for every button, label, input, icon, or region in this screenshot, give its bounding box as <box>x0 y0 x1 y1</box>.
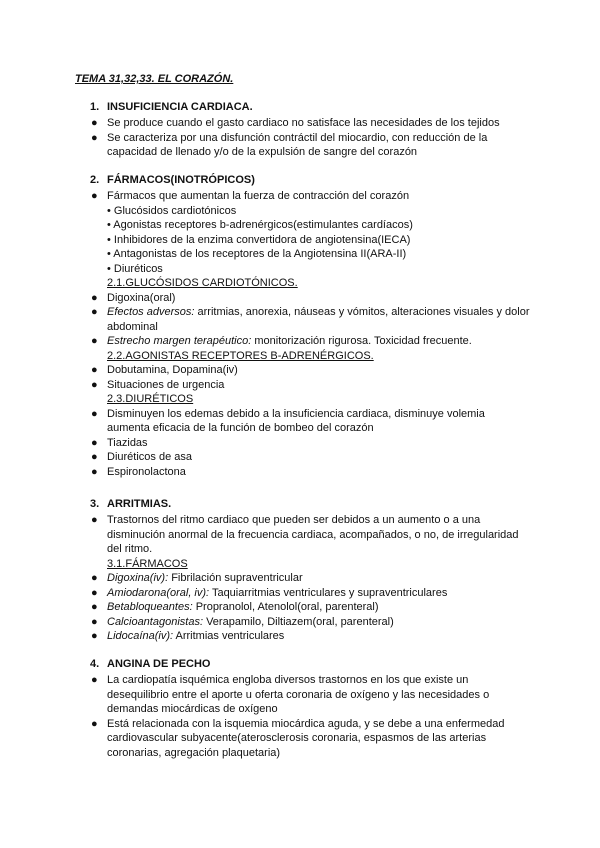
bullet-icon: ● <box>91 131 98 144</box>
subsection-heading-diureticos: 2.3.DIURÉTICOS <box>107 393 194 405</box>
bullet-icon: ● <box>91 572 98 584</box>
list-item: ● Tiazidas <box>91 436 148 449</box>
bullet-icon: ● <box>91 378 98 391</box>
bullet-icon: ● <box>91 335 98 347</box>
list-item: ● Se produce cuando el gasto cardiaco no satisface las necesidades de los tejidos <box>91 117 500 129</box>
section-heading <box>0 657 600 673</box>
section-number: 3. <box>90 498 100 510</box>
list-item: ● Espironolactona <box>91 465 186 478</box>
drug-class-item: • Agonistas receptores b-adrenérgicos(estimulantes cardíacos) <box>107 219 413 231</box>
subsection-heading-glucosidos: 2.1.GLUCÓSIDOS CARDIOTÓNICOS. <box>107 277 298 289</box>
bullet-icon: ● <box>91 306 98 318</box>
drug-class-item: • Antagonistas de los receptores de la Angiotensina II(ARA-II) <box>107 248 407 260</box>
bullet-icon: ● <box>91 615 98 628</box>
list-item: ● Amiodarona(oral, iv): Taquiarritmias ventriculares y supraventriculares <box>91 586 448 599</box>
section-arritmias <box>0 497 600 644</box>
list-item: ● La cardiopatía isquémica engloba diversos trastornos en los que existe un desequilibrio entre el aporte u oferta coronaria de oxígeno y las necesidades o demandas miocárdicas de oxígeno <box>91 674 490 715</box>
subsection-heading-farmacos: 3.1.FÁRMACOS <box>107 557 188 570</box>
list-item: ● Digoxina(iv): Fibrilación supraventricular <box>91 572 303 584</box>
list-item: ● Calcioantagonistas: Verapamilo, Diltiazem(oral, parenteral) <box>91 615 394 628</box>
drug-class-item: • Inhibidores de la enzima convertidora de angiotensina(IECA) <box>107 233 411 246</box>
list-item: ● Lidocaína(iv): Arritmias ventriculares <box>91 630 285 642</box>
drug-class-item: • Glucósidos cardiotónicos <box>107 204 237 217</box>
section-number: 1. <box>90 101 100 113</box>
bullet-icon: ● <box>91 717 98 730</box>
bullet-icon: ● <box>91 117 98 129</box>
list-item: ● Fármacos que aumentan la fuerza de contracción del corazón <box>91 190 410 202</box>
section-title: ARRITMIAS. <box>107 498 172 510</box>
section-title: INSUFICIENCIA CARDIACA. <box>107 101 253 113</box>
subsection-heading-agonistas: 2.2.AGONISTAS RECEPTORES B-ADRENÉRGICOS. <box>107 349 374 362</box>
bullet-icon: ● <box>91 601 98 613</box>
bullet-icon: ● <box>91 465 98 478</box>
list-item: ● Situaciones de urgencia <box>91 378 225 391</box>
bullet-icon: ● <box>91 407 98 420</box>
section-number: 4. <box>90 658 100 670</box>
section-insuficiencia <box>0 100 600 160</box>
list-item: ● Betabloqueantes: Propranolol, Atenolol(oral, parenteral) <box>91 601 379 613</box>
bullet-icon: ● <box>91 451 98 463</box>
section-heading <box>0 497 600 513</box>
section-title: FÁRMACOS(INOTRÓPICOS) <box>107 174 255 186</box>
list-item: ● Digoxina(oral) <box>91 291 176 304</box>
bullet-icon: ● <box>91 291 98 304</box>
list-item: ● Efectos adversos: arritmias, anorexia, náuseas y vómitos, alteraciones visuales y dolor abdominal <box>91 306 530 333</box>
section-title: ANGINA DE PECHO <box>107 658 211 670</box>
drug-class-item: • Diuréticos <box>107 262 163 275</box>
section-heading <box>0 173 600 189</box>
section-angina <box>0 657 600 760</box>
bullet-icon: ● <box>91 364 98 376</box>
section-number: 2. <box>90 174 100 186</box>
list-item: ● Diuréticos de asa <box>91 451 192 463</box>
bullet-icon: ● <box>91 674 98 686</box>
list-item: ● Estrecho margen terapéutico: monitorización rigurosa. Toxicidad frecuente. <box>91 335 472 347</box>
bullet-icon: ● <box>91 630 98 642</box>
list-item: ● Se caracteriza por una disfunción contráctil del miocardio, con reducción de la capacidad de llenado y/o de la expulsión de sangre del corazón <box>91 131 488 158</box>
section-farmacos <box>0 173 600 479</box>
list-item: ● Trastornos del ritmo cardiaco que pueden ser debidos a un aumento o a una disminución anormal de la frecuencia cardiaca, acompañados, o no, de irregularidad del ritmo. <box>91 514 519 555</box>
bullet-icon: ● <box>91 436 98 449</box>
list-item: ● Dobutamina, Dopamina(iv) <box>91 364 238 376</box>
document-title: TEMA 31,32,33. EL CORAZÓN. <box>75 73 234 85</box>
section-heading <box>0 100 600 116</box>
bullet-icon: ● <box>91 586 98 599</box>
bullet-icon: ● <box>91 190 98 202</box>
bullet-icon: ● <box>91 514 98 526</box>
list-item: ● Está relacionada con la isquemia miocárdica aguda, y se debe a una enfermedad cardiovascular subyacente(aterosclerosis coronaria, espasmos de las arterias coronarias, agregación plaquetaria) <box>91 717 505 759</box>
list-item: ● Disminuyen los edemas debido a la insuficiencia cardiaca, disminuye volemia aumenta eficacia de la función de bombeo del corazón <box>91 407 485 434</box>
